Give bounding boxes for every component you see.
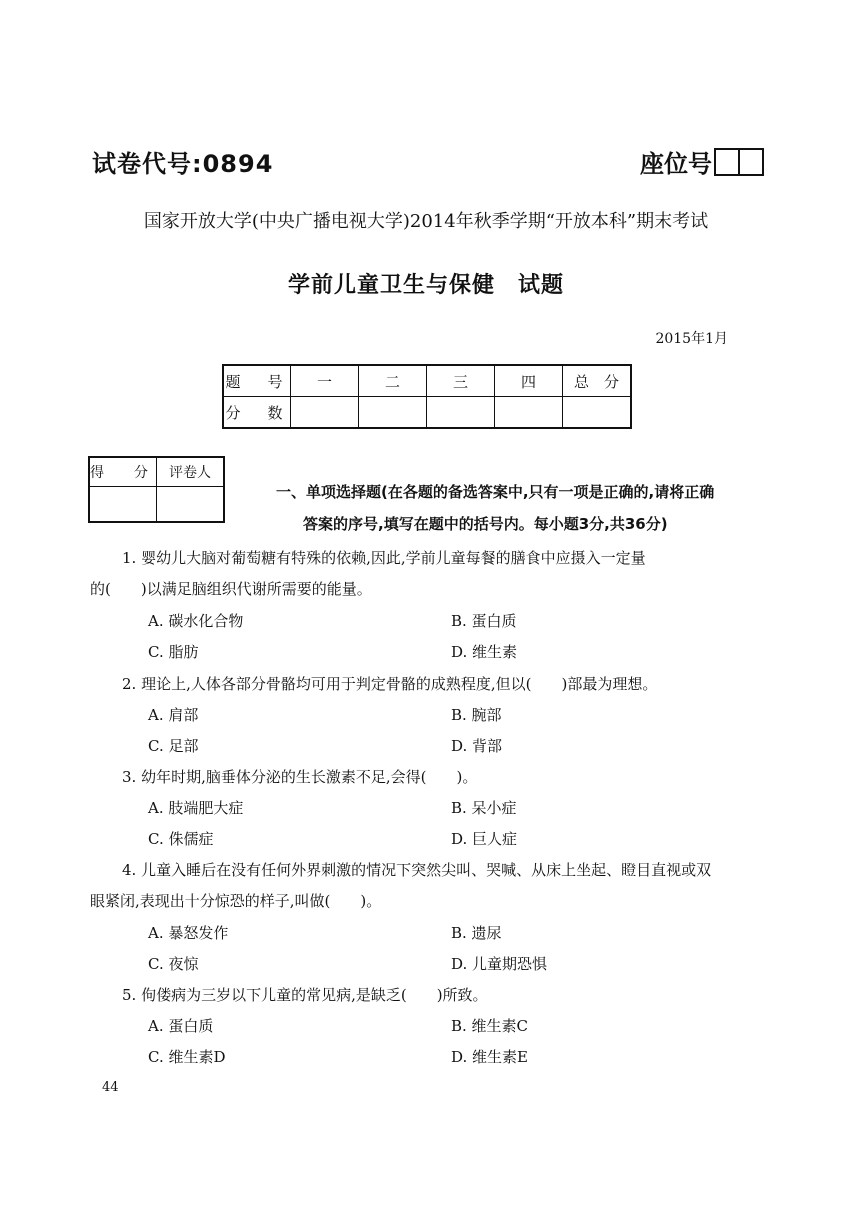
score-input-cell — [563, 397, 632, 429]
question-1-option-c: C. 脂肪 — [148, 643, 199, 661]
question-3-option-d: D. 巨人症 — [451, 830, 518, 848]
score-input-cell — [359, 397, 427, 429]
question-1-option-d: D. 维生素 — [451, 643, 518, 661]
question-2-option-c: C. 足部 — [148, 737, 199, 755]
question-3-line-1: 3. 幼年时期,脑垂体分泌的生长激素不足,会得( )。 — [122, 768, 478, 786]
exam-date: 2015年1月 — [655, 331, 728, 347]
question-4-option-c: C. 夜惊 — [148, 955, 199, 973]
question-5-option-a: A. 蛋白质 — [148, 1017, 214, 1035]
question-5-option-c: C. 维生素D — [148, 1048, 226, 1066]
score-table-cell: 总 分 — [563, 365, 632, 397]
question-2-option-a: A. 肩部 — [148, 706, 199, 724]
grader-table-cell — [157, 487, 225, 523]
question-1-option-b: B. 蛋白质 — [451, 612, 517, 630]
question-5-line-1: 5. 佝偻病为三岁以下儿童的常见病,是缺乏( )所致。 — [122, 986, 488, 1004]
question-4-line-1: 4. 儿童入睡后在没有任何外界刺激的情况下突然尖叫、哭喊、从床上坐起、瞪目直视或双 — [122, 861, 712, 879]
grader-table-score-label: 得 分 — [89, 457, 157, 487]
score-table-cell: 四 — [495, 365, 563, 397]
question-4-option-d: D. 儿童期恐惧 — [451, 955, 548, 973]
seat-box-cell — [716, 150, 738, 174]
question-2-line-1: 2. 理论上,人体各部分骨骼均可用于判定骨骼的成熟程度,但以( )部最为理想。 — [122, 675, 658, 693]
question-3-option-b: B. 呆小症 — [451, 799, 517, 817]
section-heading-line-1: 一、单项选择题(在各题的备选答案中,只有一项是正确的,请将正确 — [276, 483, 715, 501]
score-table-cell: 分 数 — [223, 397, 291, 429]
question-3-option-a: A. 肢端肥大症 — [148, 799, 244, 817]
score-table-cell: 一 — [291, 365, 359, 397]
score-table-cell: 三 — [427, 365, 495, 397]
question-2-option-d: D. 背部 — [451, 737, 503, 755]
seat-number — [640, 144, 764, 179]
score-table-cell: 二 — [359, 365, 427, 397]
grader-table — [88, 456, 225, 523]
question-1-line-2: 的( )以满足脑组织代谢所需要的能量。 — [90, 580, 372, 598]
question-1-line-1: 1. 婴幼儿大脑对葡萄糖有特殊的依赖,因此,学前儿童每餐的膳食中应摄入一定量 — [122, 549, 646, 567]
question-2-option-b: B. 腕部 — [451, 706, 502, 724]
question-4-option-b: B. 遗尿 — [451, 924, 502, 942]
question-1-option-a: A. 碳水化合物 — [148, 612, 244, 630]
seat-number-label: 座位号 — [640, 150, 712, 178]
grader-table-grader-label: 评卷人 — [157, 457, 225, 487]
score-input-cell — [495, 397, 563, 429]
seat-number-boxes — [714, 148, 764, 176]
seat-box-cell — [738, 150, 762, 174]
score-table-header-row — [223, 365, 631, 397]
question-4-line-2: 眼紧闭,表现出十分惊恐的样子,叫做( )。 — [90, 892, 382, 910]
exam-code: 试卷代号:0894 — [92, 150, 274, 178]
section-heading-line-2: 答案的序号,填写在题中的括号内。每小题3分,共36分) — [303, 515, 668, 533]
score-input-cell — [427, 397, 495, 429]
score-table-cell: 题 号 — [223, 365, 291, 397]
question-5-option-d: D. 维生素E — [451, 1048, 528, 1066]
question-3-option-c: C. 侏儒症 — [148, 830, 214, 848]
score-table — [222, 364, 632, 429]
university-exam-line: 国家开放大学(中央广播电视大学)2014年秋季学期“开放本科”期末考试 — [143, 211, 709, 232]
score-table-score-row — [223, 397, 631, 429]
question-5-option-b: B. 维生素C — [451, 1017, 529, 1035]
exam-title: 学前儿童卫生与保健 试题 — [287, 273, 564, 298]
grader-table-cell — [89, 487, 157, 523]
question-4-option-a: A. 暴怒发作 — [148, 924, 229, 942]
score-input-cell — [291, 397, 359, 429]
page-number: 44 — [102, 1080, 119, 1095]
